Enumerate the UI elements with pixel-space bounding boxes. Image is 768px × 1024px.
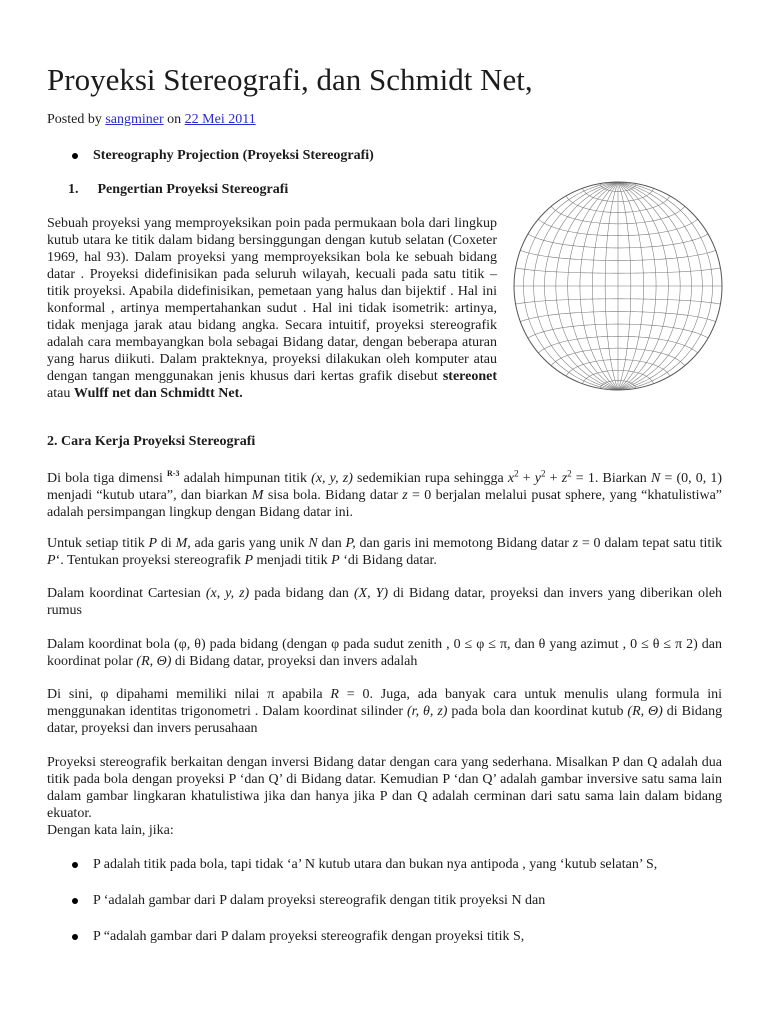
paragraph-dimensi: Di bola tiga dimensi $^{R-3}$ adalah himpunan titik (x, y, z) sedemikian rupa sehingga $x^2 + y^2 + z^2 = 1$. Biarkan N = (0, 0, 1) menjadi “kutub utara”, dan biarkan M sisa bola. Bidang datar z = 0 berjalan melalui pusat sphere, yang “khatulistiwa” adalah persimpangan lingkup dengan Bidang datar ini. [47,468,723,520]
paragraph-cartesian: Dalam koordinat Cartesian (x, y, z) pada bidang dan (X, Y) di Bidang datar, proyeksi dan invers yang diberikan oleh rumus [47,586,723,618]
numbered-heading [68,181,288,199]
term-wulff-schmidt: Wulff net dan Schmidtt Net. [73,386,243,401]
paragraph-inversi: Proyeksi stereografik berkaitan dengan inversi Bidang datar dengan cara yang sederhana. Misalkan P dan Q adalah dua titik pada bola dengan proyeksi P ‘dan Q’ di Bidang datar. Kemudian P ‘dan Q’ adalah gambar inversive satu sama lain dalam gambar lingkaran khatulistiwa jika dan hanya jika P dan Q adalah cerminan dari satu sama lain dalam bidang ekuator. [47,755,722,821]
numbered-heading-number: 1. [68,182,79,197]
author-link[interactable]: sangminer [105,112,164,127]
section-heading-cara-kerja: 2. Cara Kerja Proyeksi Stereografi [47,434,256,449]
list-bullet [72,862,78,868]
paragraph-inversi-lanjutan: Dengan kata lain, jika: [47,823,174,838]
bullet-marker [72,153,78,159]
bullet-heading: Stereography Projection (Proyeksi Stereografi) [93,148,374,163]
date-link[interactable]: 22 Mei 2011 [184,112,256,127]
numbered-heading-text: Pengertian Proyeksi Stereografi [97,182,289,197]
posted-by-label: Posted by [47,112,102,127]
posted-on-label: on [167,112,182,127]
list-bullet [72,934,78,940]
schmidt-net-image [512,180,724,392]
paragraph-bola: Dalam koordinat bola (φ, θ) pada bidang (dengan φ pada sudut zenith , 0 ≤ φ ≤ π, dan θ yang azimut , 0 ≤ θ ≤ π 2) dan koordinat polar (R, Θ) di Bidang datar, proyeksi dan invers adalah [47,637,722,669]
paragraph-disini: Di sini, φ dipahami memiliki nilai π apabila R = 0. Juga, ada banyak cara untuk menulis ulang formula ini menggunakan identitas trigonometri . Dalam koordinat silinder (r, θ, z) pada bola dan koordinat kutub (R, Θ) di Bidang datar, proyeksi dan invers perusahaan [47,687,723,736]
list-item-1: P adalah titik pada bola, tapi tidak ‘a’ N kutub utara dan bukan nya antipoda , yang ‘kutub selatan’ S, [93,857,658,872]
paragraph-titik: Untuk setiap titik P di M, ada garis yang unik N dan P, dan garis ini memotong Bidang datar z = 0 dalam tepat satu titik P‘. Tentukan proyeksi stereografik P menjadi titik P ‘di Bidang datar. [47,536,723,568]
intro-paragraph: Sebuah proyeksi yang memproyeksikan poin pada permukaan bola dari lingkup kutub utara ke titik dalam bidang bersinggungan dengan kutub selatan (Coxeter 1969, hal 93). Dalam proyeksi yang memproyeksikan bola ke sebuah bidang datar . Proyeksi didefinisikan pada seluruh wilayah, kecuali pada satu titik – titik proyeksi. Apabila didefinisikan, pemetaan yang halus dan bijektif . Hal ini konformal , artinya mempertahankan sudut . Hal ini tidak isometrik: artinya, tidak menjaga jarak atau bidang angka. Secara intuitif, proyeksi stereografik adalah cara membayangkan bola sebagai Bidang datar, dengan beberapa aturan yang harus diikuti. Dalam prakteknya, proyeksi dilakukan oleh komputer atau dengan tangan menggunakan jenis khusus dari kertas grafik disebut stereonet atau Wulff net dan Schmidtt Net. [47,216,497,401]
list-item-2: P ‘adalah gambar dari P dalam proyeksi stereografik dengan titik proyeksi N dan [93,893,546,908]
article-title: Proyeksi Stereografi, dan Schmidt Net, [47,62,533,97]
post-meta [47,111,256,129]
list-item-3: P “adalah gambar dari P dalam proyeksi stereografik dengan proyeksi titik S, [93,929,525,944]
term-stereonet: stereonet [442,369,497,384]
list-bullet [72,898,78,904]
